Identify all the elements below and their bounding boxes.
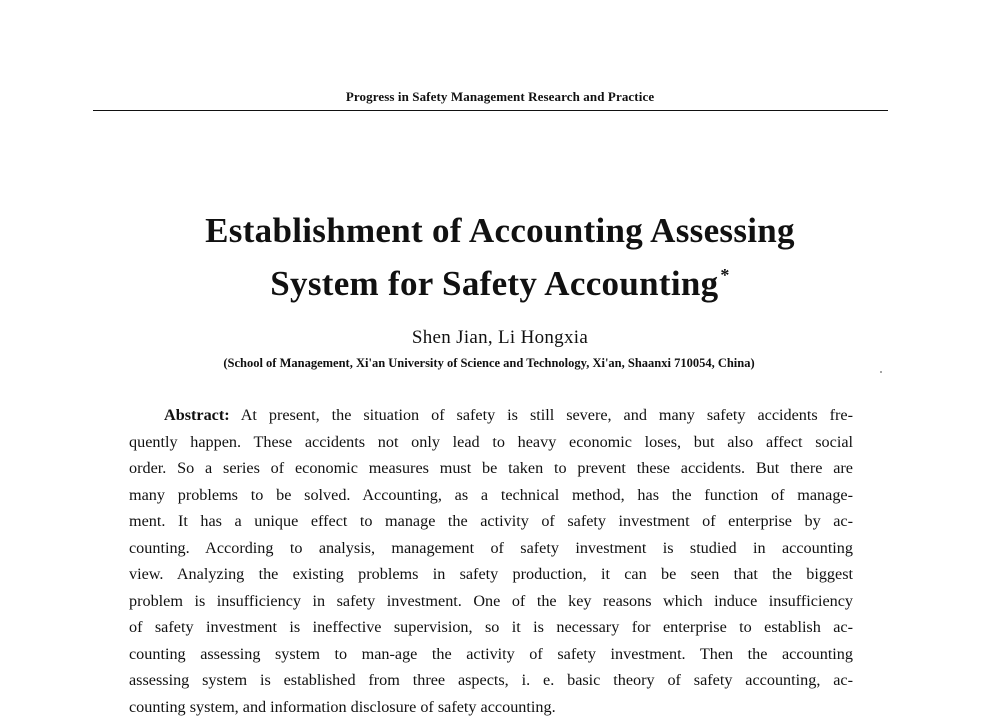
abstract-label: Abstract: bbox=[164, 406, 230, 424]
authors: Shen Jian, Li Hongxia bbox=[0, 327, 1000, 349]
abstract-line: counting. According to analysis, management of safety investment is studied in accounting bbox=[129, 535, 853, 562]
abstract-line: assessing system is established from three aspects, i. e. basic theory of safety accounting, ac- bbox=[129, 667, 853, 694]
running-header: Progress in Safety Management Research and Practice bbox=[0, 89, 1000, 105]
abstract-line: problem is insufficiency in safety investment. One of the key reasons which induce insufficiency bbox=[129, 588, 853, 615]
abstract-line: counting system, and information disclosure of safety accounting. bbox=[129, 694, 853, 720]
paper-title bbox=[0, 208, 1000, 306]
title-line-1: Establishment of Accounting Assessing bbox=[0, 208, 1000, 253]
abstract-line: counting assessing system to man-age the activity of safety investment. Then the accounting bbox=[129, 641, 853, 668]
abstract-line: view. Analyzing the existing problems in safety production, it can be seen that the biggest bbox=[129, 561, 853, 588]
abstract bbox=[129, 402, 853, 720]
abstract-line: ment. It has a unique effect to manage the activity of safety investment of enterprise by ac- bbox=[129, 508, 853, 535]
abstract-line: quently happen. These accidents not only lead to heavy economic loses, but also affect social bbox=[129, 429, 853, 456]
affiliation: (School of Management, Xi'an University of Science and Technology, Xi'an, Shaanxi 710054, China) bbox=[0, 356, 978, 371]
abstract-line: many problems to be solved. Accounting, as a technical method, has the function of manage- bbox=[129, 482, 853, 509]
header-rule bbox=[93, 110, 888, 111]
title-footnote-mark: * bbox=[720, 265, 729, 285]
title-line-2-text: System for Safety Accounting bbox=[270, 264, 718, 303]
title-line-2 bbox=[0, 253, 1000, 306]
abstract-line: of safety investment is ineffective supervision, so it is necessary for enterprise to establish ac- bbox=[129, 614, 853, 641]
stray-mark bbox=[880, 371, 882, 373]
abstract-line: order. So a series of economic measures must be taken to prevent these accidents. But there are bbox=[129, 455, 853, 482]
abstract-line-text: At present, the situation of safety is still severe, and many safety accidents fre- bbox=[241, 406, 853, 424]
abstract-line bbox=[129, 402, 853, 429]
